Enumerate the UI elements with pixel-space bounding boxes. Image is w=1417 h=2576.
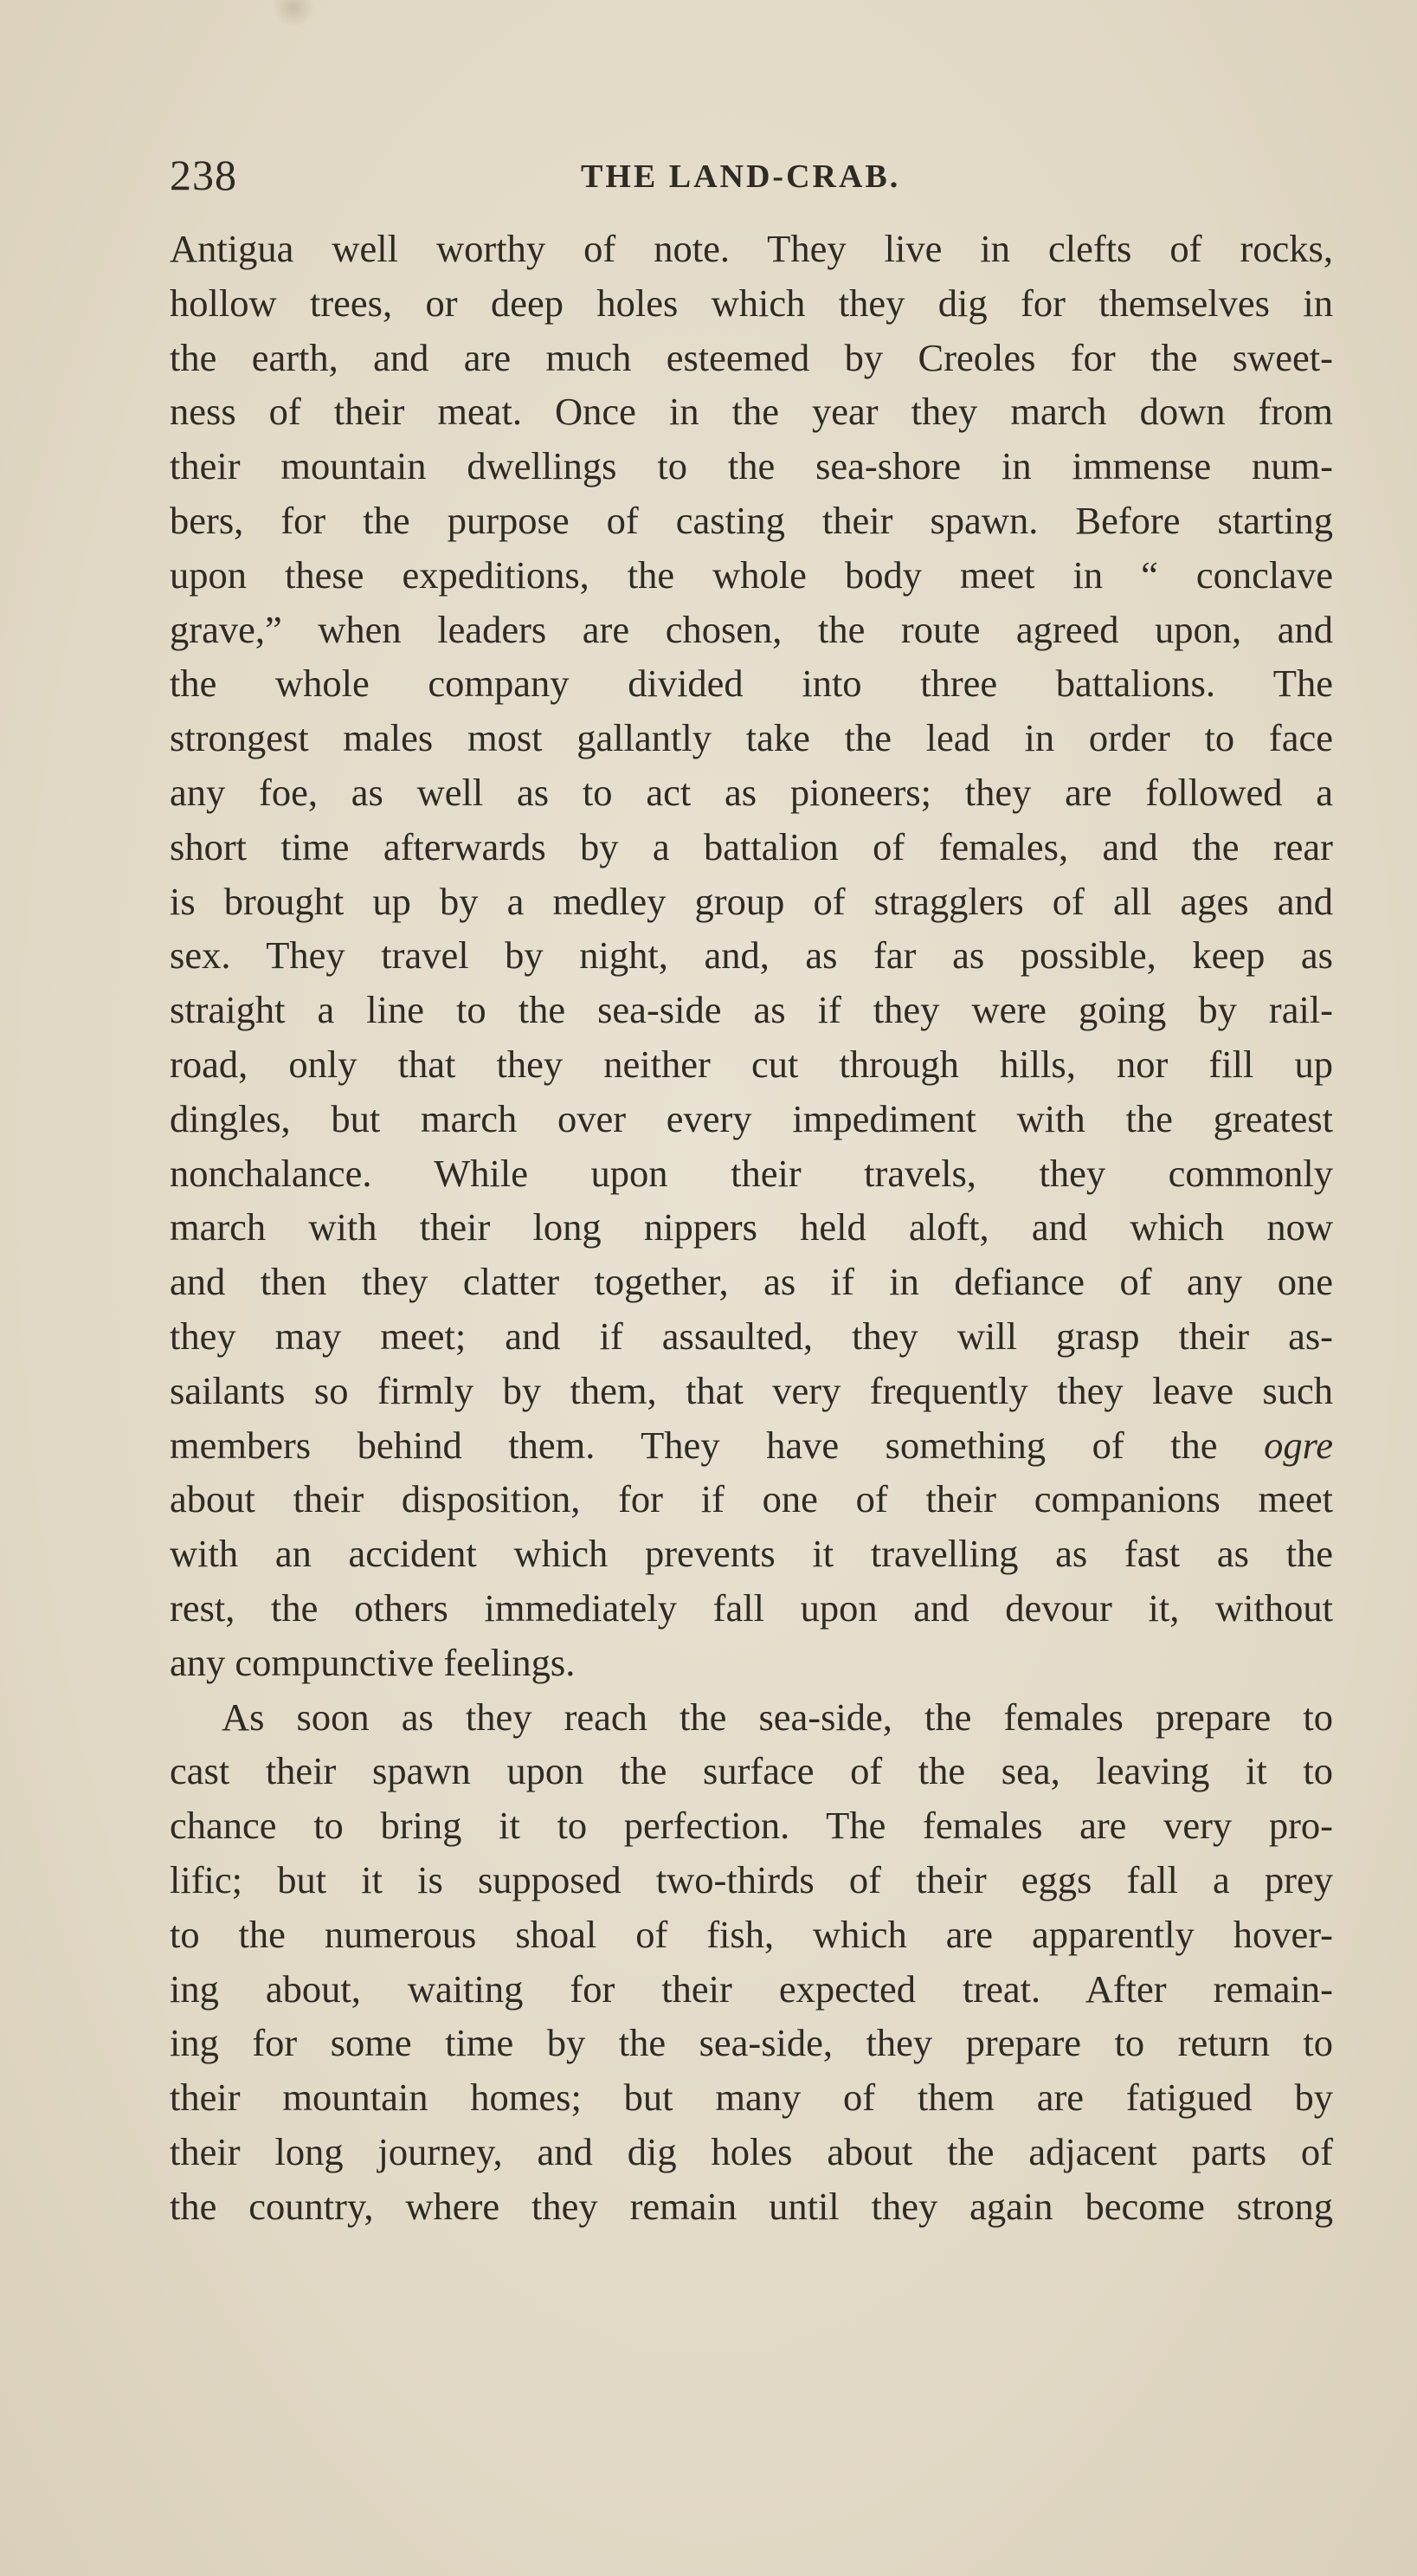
text-fragment: members behind them. They have something of the (170, 1423, 1218, 1467)
paragraph-end-line: any compunctive feelings. (170, 1640, 576, 1684)
text-line: to the numerous shoal of fish, which are apparently hover- (170, 1912, 1333, 1956)
text-line: bers, for the purpose of casting their spawn. Before starting (170, 498, 1333, 542)
text-line: dingles, but march over every impediment with the greatest (170, 1096, 1333, 1140)
text-line: Antigua well worthy of note. They live in clefts of rocks, (170, 227, 1333, 270)
text-line: the earth, and are much esteemed by Creoles for the sweet- (170, 335, 1333, 379)
text-line: with an accident which prevents it travelling as fast as the (170, 1532, 1333, 1576)
running-head (170, 149, 1330, 201)
text-line: hollow trees, or deep holes which they dig for themselves in (170, 281, 1333, 325)
text-line: march with their long nippers held aloft, and which now (170, 1205, 1333, 1249)
text-line: ing about, waiting for their expected treat. After remain- (170, 1966, 1333, 2011)
text-line: about their disposition, for if one of their companions meet (170, 1477, 1333, 1521)
text-line: the country, where they remain until they again become strong (170, 2184, 1333, 2228)
text-line: the whole company divided into three battalions. The (170, 662, 1333, 706)
text-line: lific; but it is supposed two-thirds of their eggs fall a prey (170, 1857, 1333, 1901)
text-line: ing for some time by the sea-side, they prepare to return to (170, 2021, 1333, 2065)
text-line: any foe, as well as to act as pioneers; they are followed a (170, 770, 1333, 814)
text-line: they may meet; and if assaulted, they will grasp their as- (170, 1314, 1333, 1358)
text-line: nonchalance. While upon their travels, they commonly (170, 1151, 1333, 1195)
text-line: ness of their meat. Once in the year they march down from (170, 390, 1333, 434)
page-stain (274, 0, 313, 26)
text-line: cast their spawn upon the surface of the sea, leaving it to (170, 1749, 1333, 1793)
text-line: short time afterwards by a battalion of females, and the rear (170, 824, 1333, 868)
text-line: straight a line to the sea-side as if they were going by rail- (170, 988, 1333, 1032)
paragraph-start-line: As soon as they reach the sea-side, the females prepare to (222, 1695, 1333, 1739)
text-line: chance to bring it to perfection. The females are very pro- (170, 1804, 1333, 1848)
italic-word: ogre (1264, 1423, 1334, 1467)
text-line: sailants so firmly by them, that very frequently they leave such (170, 1368, 1333, 1412)
text-line: rest, the others immediately fall upon and devour it, without (170, 1585, 1333, 1630)
chapter-title: THE LAND-CRAB. (581, 158, 901, 195)
body-text (170, 222, 1333, 2233)
text-line: is brought up by a medley group of stragglers of all ages and (170, 879, 1333, 923)
text-line: upon these expeditions, the whole body meet in “ conclave (170, 552, 1333, 597)
page-number: 238 (170, 151, 237, 199)
text-line: their long journey, and dig holes about the adjacent parts of (170, 2129, 1333, 2173)
text-line: their mountain homes; but many of them are fatigued by (170, 2076, 1333, 2120)
text-line: sex. They travel by night, and, as far as possible, keep as (170, 933, 1333, 978)
text-line: strongest males most gallantly take the lead in order to face (170, 716, 1333, 760)
text-line: their mountain dwellings to the sea-shore in immense num- (170, 444, 1333, 488)
text-line-with-italic (170, 1418, 1333, 1473)
text-line: grave,” when leaders are chosen, the route agreed upon, and (170, 607, 1333, 651)
text-line: road, only that they neither cut through hills, nor fill up (170, 1042, 1333, 1086)
text-line: and then they clatter together, as if in defiance of any one (170, 1260, 1333, 1304)
